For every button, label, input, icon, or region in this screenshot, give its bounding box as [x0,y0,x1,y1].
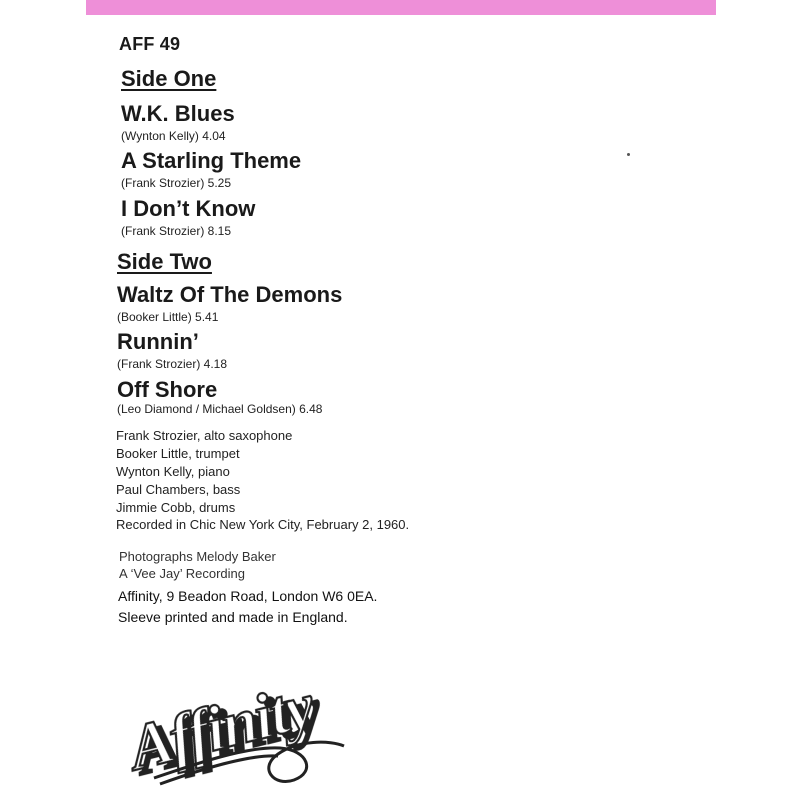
track-credit: (Frank Strozier) 4.18 [117,357,228,371]
personnel-line: Booker Little, trumpet [116,446,240,461]
personnel-line: Jimmie Cobb, drums [116,500,236,515]
track-credit: (Frank Strozier) 8.15 [121,224,232,238]
track-title: Runnin’ [117,329,199,354]
catalog-number: AFF 49 [119,34,181,54]
speck-mark [627,153,630,156]
side-one-heading: Side One [121,66,217,91]
track-title: I Don’t Know [121,196,256,221]
logo-wordmark: Affinity [122,669,320,784]
track-title: A Starling Theme [121,148,302,173]
recorded-note: Recorded in Chic New York City, February 2, 1960. [116,517,410,532]
track-credit: (Leo Diamond / Michael Goldsen) 6.48 [117,402,323,416]
personnel-line: Paul Chambers, bass [116,482,241,497]
track-credit: (Wynton Kelly) 4.04 [121,129,226,143]
track-title: W.K. Blues [121,101,235,126]
track-title: Waltz Of The Demons [117,282,343,307]
track-title: Off Shore [117,377,218,402]
publisher-address: Affinity, 9 Beadon Road, London W6 0EA. [118,588,378,604]
affinity-logo [108,628,348,793]
side-two-heading: Side Two [117,249,212,274]
recording-credit: A ‘Vee Jay’ Recording [119,566,245,581]
personnel-line: Frank Strozier, alto saxophone [116,428,293,443]
pink-header-band [86,0,716,15]
personnel-line: Wynton Kelly, piano [116,464,230,479]
print-note: Sleeve printed and made in England. [118,609,348,625]
photo-credit: Photographs Melody Baker [119,549,276,564]
track-credit: (Booker Little) 5.41 [117,310,219,324]
track-credit: (Frank Strozier) 5.25 [121,176,232,190]
